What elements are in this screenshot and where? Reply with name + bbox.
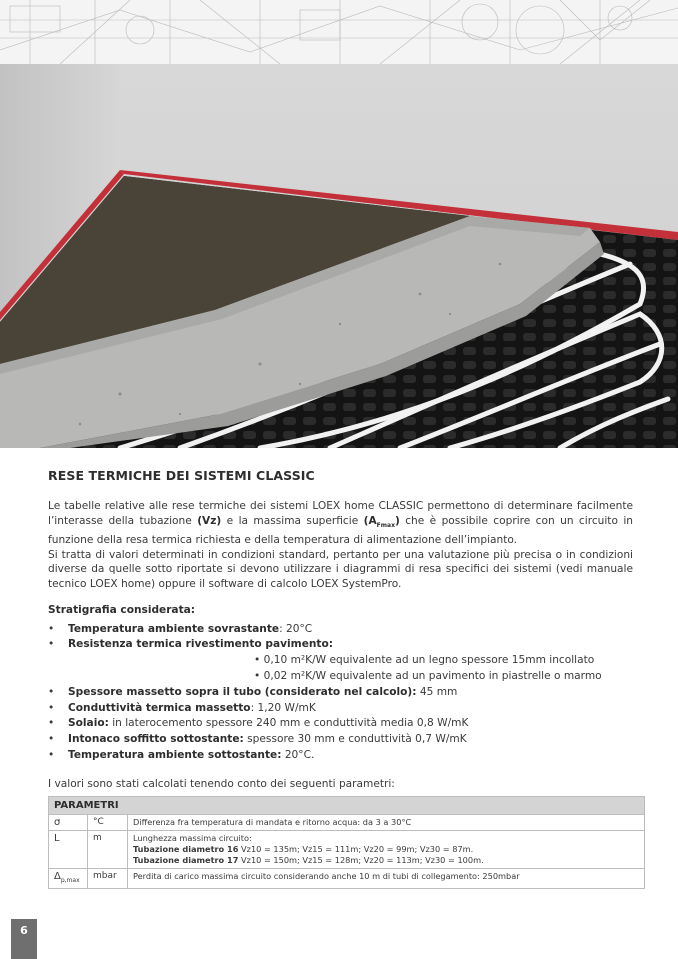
underfloor-heating-illustration	[0, 64, 678, 448]
stratigraphy-title: Stratigrafia considerata:	[48, 603, 196, 616]
list-item	[48, 716, 633, 732]
list-item	[48, 637, 633, 653]
parameters-table	[48, 796, 645, 889]
stratigraphy-list	[48, 622, 633, 764]
vz-symbol: (Vz)	[197, 514, 222, 527]
table-cell-unit: °C	[88, 814, 128, 830]
architectural-drawing-banner	[0, 0, 678, 64]
bullet-icon: •	[48, 701, 55, 714]
list-item-value: in laterocemento spessore 240 mm e conduttività media 0,8 W/mK	[108, 717, 469, 730]
bullet-icon: •	[48, 733, 55, 746]
list-item-label: Resistenza termica rivestimento pavimento:	[68, 638, 333, 651]
pipe-17-label: Tubazione diametro 17	[133, 854, 239, 865]
table-cell-line: Lunghezza massima circuito:	[133, 832, 252, 843]
intro-text-2: e la massima superficie	[221, 514, 364, 527]
table-cell-description: Differenza fra temperatura di mandata e ritorno acqua: da 3 a 30°C	[128, 814, 645, 830]
afmax-sub: Fmax	[376, 521, 395, 529]
list-item	[48, 622, 633, 638]
section-title: RESE TERMICHE DEI SISTEMI CLASSIC	[48, 468, 315, 483]
list-item-value: 45 mm	[416, 685, 458, 698]
table-cell-symbol: σ	[49, 814, 88, 830]
main-content	[48, 468, 633, 889]
delta-symbol: Δ	[54, 870, 61, 882]
bullet-icon: •	[48, 622, 55, 635]
floor-layers-icon	[0, 64, 678, 448]
list-item	[48, 685, 633, 701]
table-row	[49, 868, 645, 888]
intro-paragraph	[48, 499, 633, 592]
pipe-17-values: Vz10 = 150m; Vz15 = 128m; Vz20 = 113m; Vz30 = 100m.	[238, 854, 484, 865]
list-item-label: Temperatura ambiente sottostante:	[68, 749, 282, 762]
table-header-row	[49, 796, 645, 814]
architectural-drawing-icon	[0, 0, 678, 64]
bullet-icon: •	[48, 638, 55, 651]
intro-text-3: che è possibile coprire con un circuito in funzione della resa termica richiesta e della temperatura di alimentazione dell’impianto.	[48, 514, 633, 547]
pipe-16-values: Vz10 = 135m; Vz15 = 111m; Vz20 = 99m; Vz30 = 87m.	[238, 843, 474, 854]
afmax-close: )	[394, 514, 400, 527]
list-item-value: spessore 30 mm e conduttività 0,7 W/mK	[243, 733, 467, 746]
table-cell-line	[133, 855, 639, 866]
bullet-icon: •	[48, 749, 55, 762]
bullet-icon: •	[48, 685, 55, 698]
table-row	[49, 830, 645, 868]
table-header: PARAMETRI	[49, 796, 645, 814]
list-item-value: 20°C.	[281, 749, 315, 762]
afmax-symbol	[364, 515, 400, 527]
sub-list-item: • 0,02 m²K/W equivalente ad un pavimento in piastrelle o marmo	[254, 670, 602, 683]
list-item-value: : 1,20 W/mK	[250, 701, 316, 714]
list-item	[48, 732, 633, 748]
table-cell-unit: mbar	[88, 868, 128, 888]
table-cell-line	[133, 844, 639, 855]
parameters-intro: I valori sono stati calcolati tenendo conto dei seguenti parametri:	[48, 777, 395, 790]
sub-list-item: • 0,10 m²K/W equivalente ad un legno spessore 15mm incollato	[254, 654, 595, 667]
afmax-a: (A	[363, 514, 377, 527]
list-item	[48, 748, 633, 764]
list-item-label: Solaio:	[68, 717, 109, 730]
list-item	[48, 701, 633, 717]
delta-sub: p,max	[60, 876, 80, 884]
pipe-16-label: Tubazione diametro 16	[133, 843, 239, 854]
table-cell-description: Perdita di carico massima circuito considerando anche 10 m di tubi di collegamento: 250mbar	[128, 868, 645, 888]
list-item-label: Temperatura ambiente sovrastante	[68, 622, 280, 635]
page-number: 6	[11, 919, 37, 959]
bullet-icon: •	[48, 717, 55, 730]
list-item-label: Intonaco soffitto sottostante:	[68, 733, 244, 746]
intro-text-4: Si tratta di valori determinati in condizioni standard, pertanto per una valutazione più precisa o in condizioni diverse da quelle sotto riportate si devono utilizzare i diagrammi di resa specifici dei sistemi (vedi manuale tecnico LOEX home) oppure il software di calcolo LOEX SystemPro.	[48, 548, 633, 591]
intro-text-1: Le tabelle relative alle rese termiche dei sistemi LOEX home CLASSIC permettono di determinare facilmente l’interasse della tubazione	[48, 500, 633, 527]
table-cell-symbol	[49, 868, 88, 888]
list-item-value: : 20°C	[279, 622, 313, 635]
table-row	[49, 814, 645, 830]
table-cell-description	[128, 830, 645, 868]
list-item-label: Conduttività termica massetto	[68, 701, 251, 714]
table-cell-symbol: L	[49, 830, 88, 868]
table-cell-unit: m	[88, 830, 128, 868]
list-item-label: Spessore massetto sopra il tubo (considerato nel calcolo):	[68, 685, 417, 698]
